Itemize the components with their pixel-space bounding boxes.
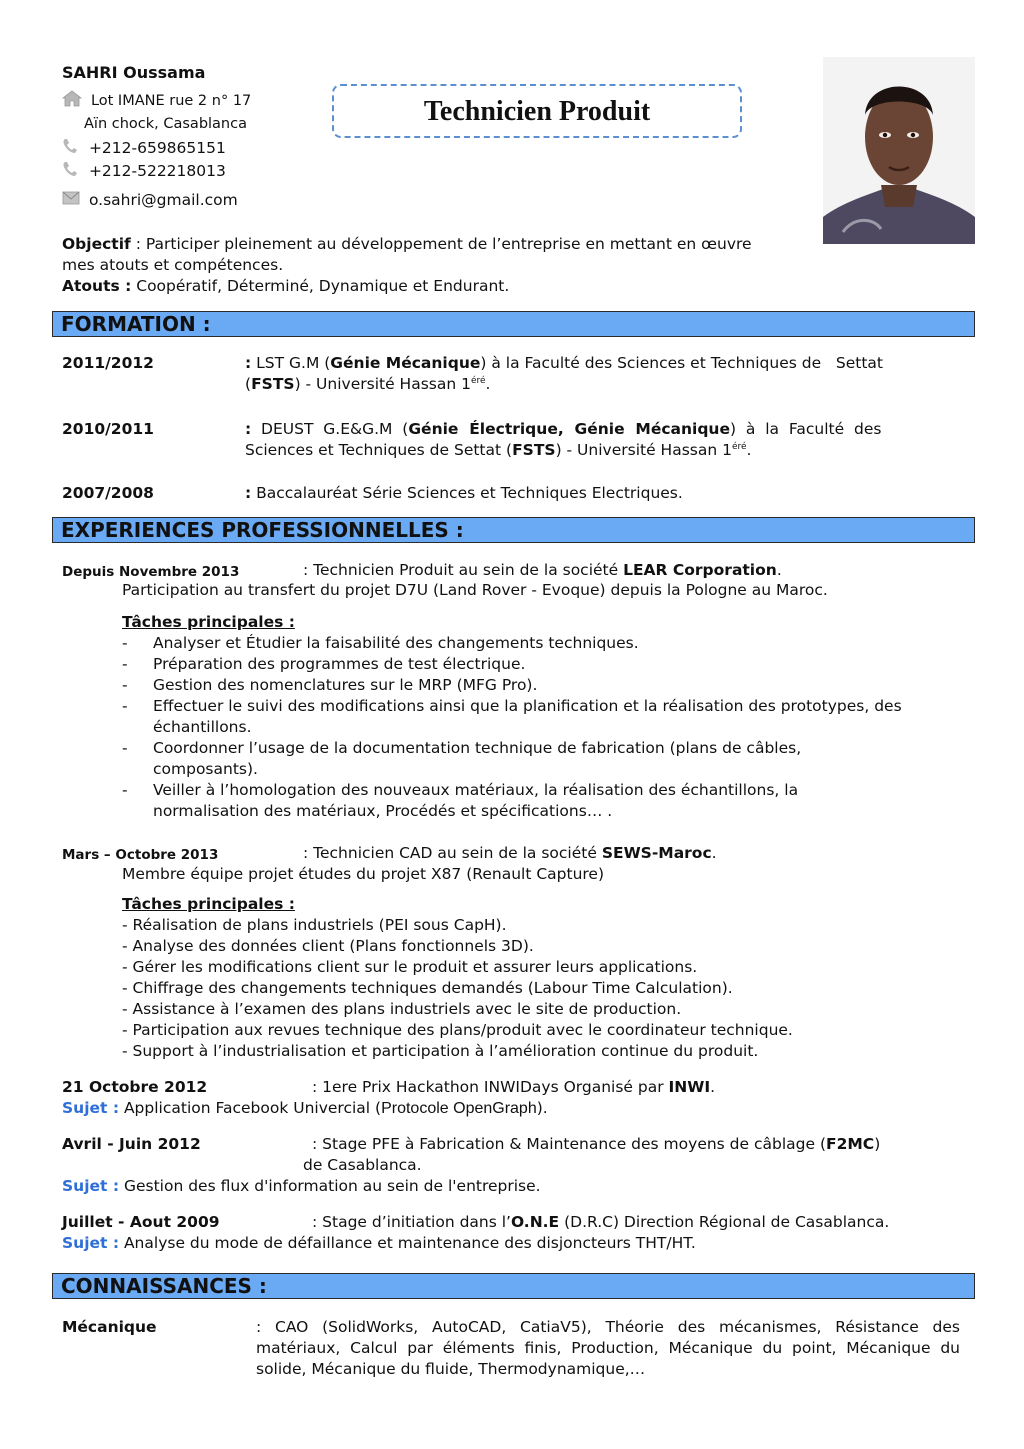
phone-1-row: [62, 138, 226, 160]
exp-lear-task-1: Analyser et Étudier la faisabilité des changements techniques.: [153, 634, 639, 652]
exp-lear-task-3: Gestion des nomenclatures sur le MRP (MFG Pro).: [153, 676, 538, 694]
envelope-icon: [62, 190, 80, 211]
exp-lear-tasks-label: Tâches principales :: [122, 613, 295, 631]
formation-date-1: 2011/2012: [62, 354, 154, 372]
home-icon: [62, 90, 82, 113]
exp-sews-task-5: - Assistance à l’examen des plans industriels avec le site de production.: [122, 1000, 682, 1018]
exp-hackathon-sujet: Sujet : Application Facebook Univercial (Protocole OpenGraph).: [62, 1099, 548, 1117]
address-line-2: Aïn chock, Casablanca: [84, 116, 247, 132]
connaissances-mecanique-label: Mécanique: [62, 1318, 157, 1336]
exp-sews-task-4: - Chiffrage des changements techniques demandés (Labour Time Calculation).: [122, 979, 733, 997]
exp-sews-task-3: - Gérer les modifications client sur le produit et assurer leurs applications.: [122, 958, 698, 976]
exp-sews-task-2: - Analyse des données client (Plans fonctionnels 3D).: [122, 937, 534, 955]
exp-hackathon-text: : 1ere Prix Hackathon INWIDays Organisé par INWI.: [312, 1078, 716, 1096]
exp-sews-project: Membre équipe projet études du projet X87 (Renault Capture): [122, 865, 605, 883]
exp-sews-tasks-label: Tâches principales :: [122, 895, 295, 913]
exp-pfe-text: : Stage PFE à Fabrication & Maintenance des moyens de câblage (F2MC): [312, 1135, 881, 1153]
formation-desc-3: : Baccalauréat Série Sciences et Techniques Electriques.: [245, 484, 683, 502]
objectif-paragraph: [62, 234, 782, 276]
address-line-1: Lot IMANE rue 2 n° 17: [90, 93, 252, 109]
objectif-text: : Participer pleinement au développement de l’entreprise en mettant en œuvre mes atouts et compétences.: [62, 235, 752, 274]
section-connaissances: CONNAISSANCES :: [52, 1273, 975, 1299]
phone-icon: [62, 138, 80, 160]
formation-desc-1: : LST G.M (Génie Mécanique) à la Faculté des Sciences et Techniques de Settat (FSTS) - Université Hassan $1^{éré}$.: [245, 354, 884, 393]
formation-date-2: 2010/2011: [62, 420, 154, 438]
exp-sews-task-1: - Réalisation de plans industriels (PEI sous CapH).: [122, 916, 507, 934]
atouts-text: Coopératif, Déterminé, Dynamique et Endurant.: [131, 277, 510, 295]
formation-desc-2: : DEUST G.E&G.M (Génie Électrique, Génie Mécanique) à la Faculté des Sciences et Techniques de Settat (FSTS) - Université Hassan $1^{éré}$.: [245, 420, 882, 459]
phone-2: +212-522218013: [88, 162, 226, 180]
connaissances-mecanique-text: : CAO (SolidWorks, AutoCAD, CatiaV5), Théorie des mécanismes, Résistance des matériaux, Calcul par éléments finis, Production, Mécanique du point, Mécanique du solide, Mécanique du fluide, Thermodynamique,…: [256, 1318, 960, 1378]
exp-lear-role: : Technicien Produit au sein de la société LEAR Corporation.: [303, 561, 782, 579]
address-block: [62, 90, 251, 135]
exp-sews-task-7: - Support à l’industrialisation et participation à l’amélioration continue du produit.: [122, 1042, 759, 1060]
section-experiences: EXPERIENCES PROFESSIONNELLES :: [52, 517, 975, 543]
profile-photo: [823, 57, 975, 244]
exp-pfe-date: Avril - Juin 2012: [62, 1135, 201, 1153]
exp-lear-task-6: Veiller à l’homologation des nouveaux matériaux, la réalisation des échantillons, la normalisation des matériaux, Procédés et spécifications… .: [153, 781, 799, 820]
phone-1: +212-659865151: [88, 139, 226, 157]
section-formation: FORMATION :: [52, 311, 975, 337]
atouts-label: Atouts :: [62, 277, 132, 295]
job-title: Technicien Produit: [332, 84, 742, 138]
exp-pfe-sujet: Sujet : Gestion des flux d'information au sein de l'entreprise.: [62, 1177, 541, 1195]
exp-one-date: Juillet - Aout 2009: [62, 1213, 220, 1231]
atouts-paragraph: [62, 276, 509, 297]
candidate-name: SAHRI Oussama: [62, 63, 206, 82]
phone-2-row: [62, 161, 226, 183]
exp-sews-role: : Technicien CAD au sein de la société SEWS-Maroc.: [303, 844, 717, 862]
exp-hackathon-date: 21 Octobre 2012: [62, 1078, 208, 1096]
phone-icon: [62, 161, 80, 183]
exp-lear-task-5: Coordonner l’usage de la documentation technique de fabrication (plans de câbles, composants).: [153, 739, 802, 778]
exp-sews-task-6: - Participation aux revues technique des plans/produit avec le coordinateur technique.: [122, 1021, 793, 1039]
cv-page: SAHRI Oussama Lot IMANE rue 2 n° 17 Aïn chock, Casablanca +212-659865151 +212-522218013 o.sahri@gmail.com Technicien Produit Objectif : Participer pleinement au développement de l’entreprise en mettant en œuvre mes atouts et compétences. Atouts : Coopératif, Déterminé, Dynamique et Endurant. FORMATION : 2011/2012 : LST G.M (Génie Mécanique) à la Faculté des Sciences et Techniques de Settat (FSTS) - Université Hassan $1^{éré}$. 2010/2011 : DEUST G.E&G.M (Génie Électrique, Génie Mécanique) à la Faculté des Sciences et Techniques de Settat (FSTS) - Université Hassan $1^{éré}$. 2007/2008 : Baccalauréat Série Sciences et Techniques Electriques. EXPERIENCES PROFESSIONNELLES : Depuis Novembre 2013 : Technicien Produit au sein de la société LEAR Corporation. Participation au transfert du projet D7U (Land Rover - Evoque) depuis la Pologne au Maroc. Tâches principales : - Analyser et Étudier la faisabilité des changements techniques. - Préparation des programmes de test électrique. - Gestion des nomenclatures sur le MRP (MFG Pro). - Effectuer le suivi des modifications ainsi que la planification et la réalisation des prototypes, des échantillons. - Coordonner l’usage de la documentation technique de fabrication (plans de câbles, composants). - Veiller à l’homologation des nouveaux matériaux, la réalisation des échantillons, la normalisation des matériaux, Procédés et spécifications… . Mars – Octobre 2013 : Technicien CAD au sein de la société SEWS-Maroc. Membre équipe projet études du projet X87 (Renault Capture) Tâches principales : - Réalisation de plans industriels (PEI sous CapH). - Analyse des données client (Plans fonctionnels 3D). - Gérer les modifications client sur le produit et assurer leurs applications. - Chiffrage des changements techniques demandés (Labour Time Calculation). - Assistance à l’examen des plans industriels avec le site de production. - Participation aux revues technique des plans/produit avec le coordinateur technique. - Support à l’industrialisation et participation à l’amélioration continue du produit. 21 Octobre 2012 : 1ere Prix Hackathon INWIDays Organisé par INWI. Sujet : Application Facebook Univercial (Protocole OpenGraph). Avril - Juin 2012 : Stage PFE à Fabrication & Maintenance des moyens de câblage (F2MC) de Casablanca. Sujet : Gestion des flux d'information au sein de l'entreprise. Juillet - Aout 2009 : Stage d’initiation dans l’O.N.E (D.R.C) Direction Régional de Casablanca. Sujet : Analyse du mode de défaillance et maintenance des disjoncteurs THT/HT. CONNAISSANCES : Mécanique : CAO (SolidWorks, AutoCAD, CatiaV5), Théorie des mécanismes, Résistance des matériaux, Calcul par éléments finis, Production, Mécanique du point, Mécanique du solide, Mécanique du fluide, Thermodynamique,…: [0, 0, 1024, 1449]
exp-sews-date: Mars – Octobre 2013: [62, 847, 219, 863]
email-row: [62, 190, 238, 211]
exp-lear-task-2: Préparation des programmes de test électrique.: [153, 655, 526, 673]
exp-lear-date: Depuis Novembre 2013: [62, 564, 240, 580]
exp-pfe-line2: de Casablanca.: [303, 1156, 422, 1174]
formation-date-3: 2007/2008: [62, 484, 154, 502]
exp-one-sujet: Sujet : Analyse du mode de défaillance et maintenance des disjoncteurs THT/HT.: [62, 1234, 696, 1252]
exp-lear-project: Participation au transfert du projet D7U (Land Rover - Evoque) depuis la Pologne au Maroc.: [122, 581, 828, 599]
exp-lear-task-4: Effectuer le suivi des modifications ainsi que la planification et la réalisation des prototypes, des échantillons.: [153, 697, 902, 736]
email[interactable]: o.sahri@gmail.com: [88, 191, 238, 209]
objectif-label: Objectif: [62, 235, 131, 253]
exp-one-text: : Stage d’initiation dans l’O.N.E (D.R.C) Direction Régional de Casablanca.: [312, 1213, 890, 1231]
